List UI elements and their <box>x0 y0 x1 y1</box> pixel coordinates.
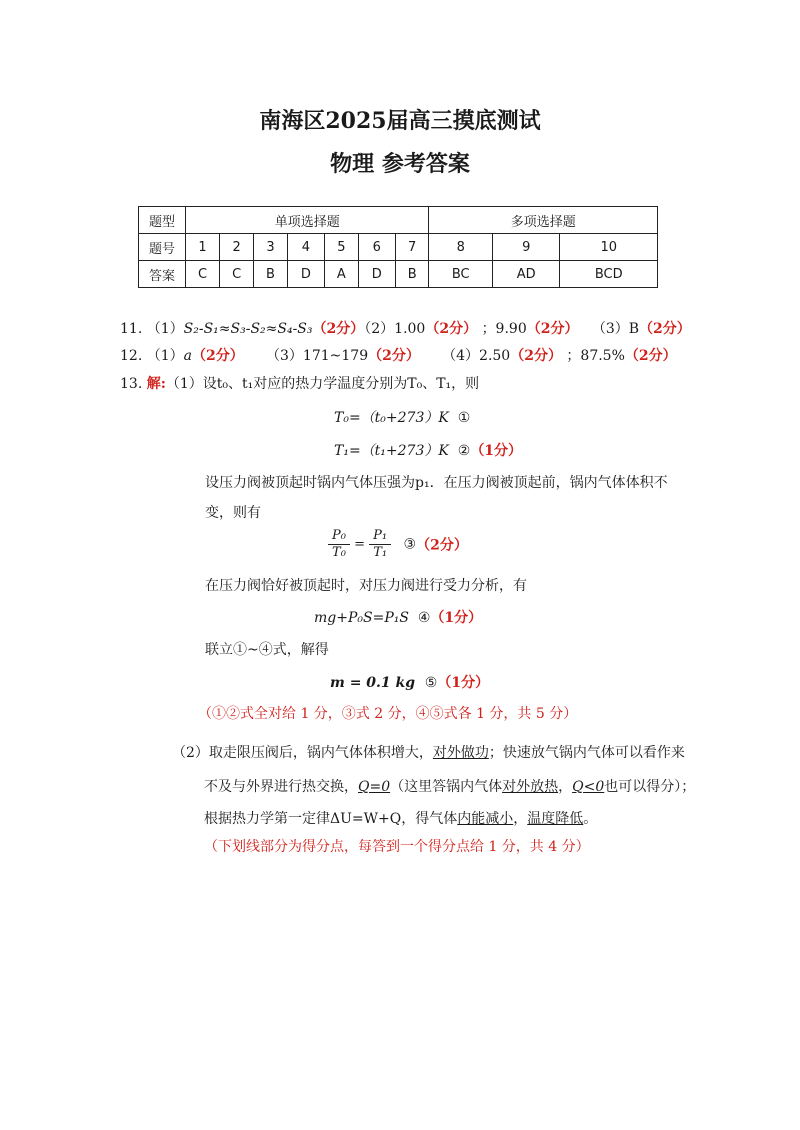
denominator: T₀ <box>332 545 346 560</box>
page-subtitle: 物理 参考答案 <box>330 151 470 177</box>
table-cell-multi-choice: 多项选择题 <box>429 207 658 234</box>
q13-intro-line <box>120 373 479 393</box>
scoring-point: 对外做功 <box>432 745 489 761</box>
text-line: 变，则有 <box>205 505 261 521</box>
fraction <box>328 528 350 561</box>
q11-line <box>120 318 691 338</box>
score: （1分） <box>470 443 523 459</box>
table-cell: B <box>395 261 429 288</box>
table-cell: D <box>358 261 395 288</box>
q13-part2-line3 <box>204 808 597 828</box>
equation-text: T₀=（t₀+273）K <box>334 410 449 426</box>
numerator: P₀ <box>328 528 350 545</box>
answer-table <box>138 206 658 288</box>
table-cell: C <box>186 261 220 288</box>
score: （2分） <box>425 321 478 337</box>
text-line: 联立①~④式，解得 <box>205 642 329 658</box>
table-cell: 1 <box>186 234 220 261</box>
table-cell: 10 <box>560 234 658 261</box>
table-cell: 题号 <box>139 234 186 261</box>
score: （1分） <box>430 610 483 626</box>
equation-3 <box>328 528 468 561</box>
table-cell: BCD <box>560 261 658 288</box>
q12-part4b: ；87.5% <box>566 348 625 364</box>
text: 不及与外界进行热交换， <box>204 779 358 795</box>
q12-part3: （3）171~179 <box>266 348 369 364</box>
q12-part1: （1） <box>146 348 184 364</box>
table-cell: 6 <box>358 234 395 261</box>
equation-mark: ② <box>457 443 471 459</box>
table-cell: D <box>287 261 324 288</box>
scoring-point: 对外放热 <box>502 779 559 795</box>
solution-label: 解: <box>146 376 166 392</box>
table-cell: A <box>325 261 359 288</box>
q13-intro: （1）设t₀、t₁对应的热力学温度分别为T₀、T₁，则 <box>165 376 480 392</box>
equation-mark: ① <box>457 410 471 426</box>
table-row-type <box>139 207 658 234</box>
q11-part1: （1） <box>146 321 184 337</box>
denominator: T₁ <box>373 545 388 560</box>
q11-label: 11. <box>120 321 143 337</box>
equation-text: mg+P₀S=P₁S <box>314 610 409 626</box>
equation-5 <box>330 672 489 692</box>
table-cell: 5 <box>325 234 359 261</box>
q13-part2-line1 <box>172 742 685 762</box>
q13-label: 13. <box>120 376 143 392</box>
fraction <box>369 528 391 561</box>
q12-part1-answer: a <box>183 348 192 364</box>
q11-part2b: ；9.90 <box>481 321 527 337</box>
scoring-point: Q=0 <box>358 779 391 795</box>
equation-text: T₁=（t₁+273）K <box>334 443 449 459</box>
equation-text: m = 0.1 kg <box>330 675 416 691</box>
score: （2分） <box>526 321 579 337</box>
equation-2 <box>334 440 522 460</box>
q12-label: 12. <box>120 348 143 364</box>
table-cell: B <box>254 261 288 288</box>
scoring-note: （下划线部分为得分点，每答到一个得分点给 1 分，共 4 分） <box>204 839 590 855</box>
text: 根据热力学第一定律ΔU=W+Q，得气体 <box>204 811 458 827</box>
scoring-point: Q<0 <box>572 779 605 795</box>
q12-part4: （4）2.50 <box>442 348 511 364</box>
table-row-answers <box>139 261 658 288</box>
score: （2分） <box>624 348 677 364</box>
table-row-numbers <box>139 234 658 261</box>
table-cell: C <box>220 261 254 288</box>
table-cell: 3 <box>254 234 288 261</box>
numerator: P₁ <box>369 528 391 545</box>
text: 。 <box>583 811 598 827</box>
text-line: 在压力阀恰好被顶起时，对压力阀进行受力分析，有 <box>205 578 527 594</box>
page-title: 南海区2025届高三摸底测试 <box>259 108 541 134</box>
table-cell: 8 <box>429 234 493 261</box>
q11-part1-equation: S₂-S₁≈S₃-S₂≈S₄-S₃ <box>183 321 313 337</box>
q11-part3: （3）B <box>591 321 640 337</box>
text: （2）取走限压阀后，锅内气体体积增大， <box>172 745 433 761</box>
equation-4 <box>314 607 482 627</box>
scoring-point: 温度降低 <box>527 811 584 827</box>
table-cell: 7 <box>395 234 429 261</box>
text: ；快速放气锅内气体可以看作来 <box>488 745 685 761</box>
score: （2分） <box>639 321 691 337</box>
table-cell: 4 <box>287 234 324 261</box>
equals-sign: = <box>354 537 366 552</box>
table-cell-single-choice: 单项选择题 <box>186 207 429 234</box>
text: 也可以得分）； <box>604 779 696 795</box>
equation-mark: ④ <box>417 610 431 626</box>
q12-line <box>120 345 677 365</box>
table-cell: AD <box>493 261 560 288</box>
score: （2分） <box>312 321 365 337</box>
score: （2分） <box>192 348 244 364</box>
table-cell: 题型 <box>139 207 186 234</box>
scoring-point: 内能减小 <box>457 811 514 827</box>
score: （2分） <box>510 348 562 364</box>
text: （这里答锅内气体 <box>390 779 503 795</box>
text: ， <box>513 811 528 827</box>
equation-mark: ⑤ <box>424 675 438 691</box>
score: （2分） <box>416 537 468 554</box>
scoring-note: （①②式全对给 1 分，③式 2 分，④⑤式各 1 分，共 5 分） <box>198 706 578 722</box>
table-cell: 2 <box>220 234 254 261</box>
score: （2分） <box>368 348 420 364</box>
table-cell: BC <box>429 261 493 288</box>
q11-part2: （2）1.00 <box>364 321 426 337</box>
text-line: 设压力阀被顶起时锅内气体压强为p₁．在压力阀被顶起前，锅内气体体积不 <box>205 475 668 491</box>
q13-part2-line2 <box>204 776 695 796</box>
equation-1 <box>334 407 470 427</box>
score: （1分） <box>437 675 490 691</box>
text: ， <box>558 779 573 795</box>
table-cell: 9 <box>493 234 560 261</box>
equation-mark: ③ <box>403 536 417 553</box>
table-cell: 答案 <box>139 261 186 288</box>
